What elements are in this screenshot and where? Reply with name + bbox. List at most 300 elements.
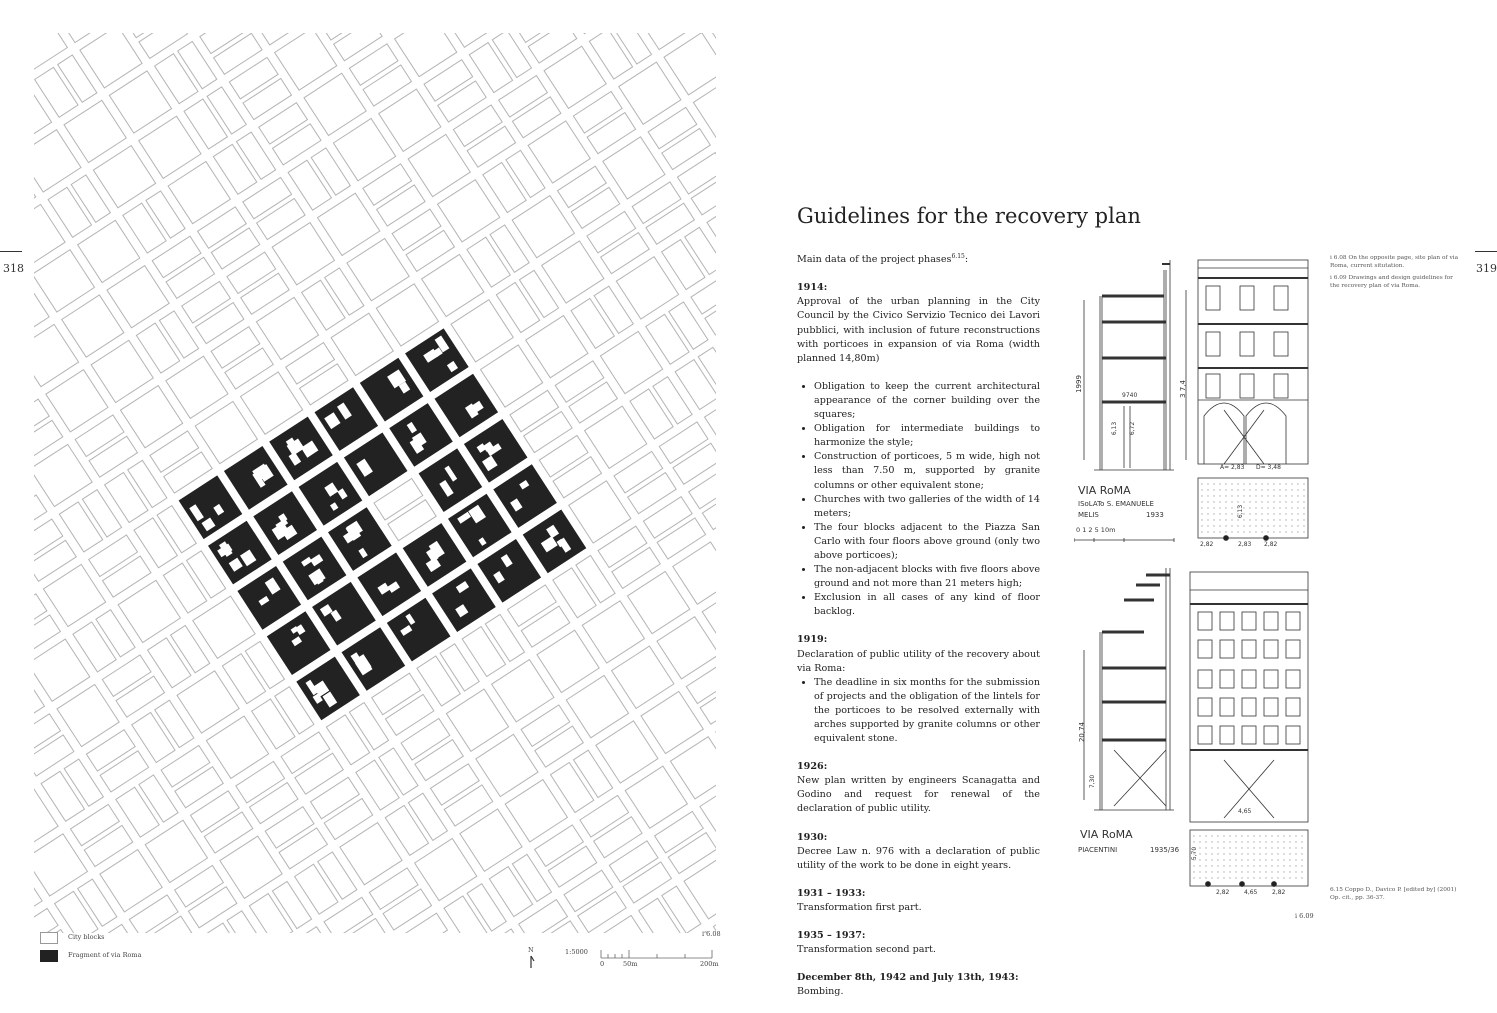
paving-dot xyxy=(1261,483,1262,484)
paving-dot xyxy=(1213,513,1214,514)
paving-dot xyxy=(1255,525,1256,526)
map-block xyxy=(107,266,169,328)
paving-dot xyxy=(1267,489,1268,490)
map-block xyxy=(166,356,228,418)
year-1926: 1926: xyxy=(797,760,1040,774)
paving-dot xyxy=(1223,853,1224,854)
paving-dot xyxy=(1285,525,1286,526)
paving-dot xyxy=(1247,865,1248,866)
paving-dot xyxy=(1283,841,1284,842)
paving-dot xyxy=(1207,501,1208,502)
drawing-top-title: VIA RoMA xyxy=(1078,484,1131,497)
paving-dot xyxy=(1303,525,1304,526)
figure-captions xyxy=(1330,254,1460,294)
paving-dot xyxy=(1261,519,1262,520)
paving-dot xyxy=(1231,483,1232,484)
paving-dot xyxy=(1219,525,1220,526)
paving-dot xyxy=(1303,531,1304,532)
paving-dot xyxy=(1211,871,1212,872)
paving-dot xyxy=(1243,495,1244,496)
map-block xyxy=(139,116,201,178)
paving-dot xyxy=(1225,483,1226,484)
window xyxy=(1242,698,1256,716)
paving-dot xyxy=(1267,507,1268,508)
paving-dot xyxy=(1291,489,1292,490)
paving-dot xyxy=(1295,853,1296,854)
map-block xyxy=(275,33,337,90)
paving-dot xyxy=(1237,519,1238,520)
paving-dot xyxy=(1277,847,1278,848)
map-block xyxy=(433,569,495,631)
paving-dot xyxy=(1303,513,1304,514)
scale-bar xyxy=(600,948,715,960)
window xyxy=(1286,640,1300,658)
footnote-6-15: 6.15 Coppo D., Davico P. [edited by] (2001) Op. cit., pp. 36-37. xyxy=(1330,886,1460,902)
paving-dot xyxy=(1285,531,1286,532)
north-label: N xyxy=(528,946,534,955)
dim-label: D= 3,48 xyxy=(1256,464,1281,471)
paving-dot xyxy=(1241,871,1242,872)
paving-dot xyxy=(1201,531,1202,532)
paving-dot xyxy=(1237,531,1238,532)
map-block xyxy=(657,617,716,679)
paving-dot xyxy=(1217,865,1218,866)
map-block xyxy=(449,494,511,556)
window xyxy=(1264,726,1278,744)
map-block xyxy=(379,89,441,151)
map-block xyxy=(415,839,477,901)
map-block xyxy=(600,331,662,393)
paving-dot xyxy=(1201,489,1202,490)
paving-dot xyxy=(1297,495,1298,496)
list-1919 xyxy=(797,676,1040,746)
list-item: • Exclusion in all cases of any kind of floor backlog. xyxy=(814,591,1040,619)
section-drawing-top xyxy=(1084,260,1186,470)
paving-dot xyxy=(1271,847,1272,848)
paving-dot xyxy=(1253,841,1254,842)
paving-dot xyxy=(1259,859,1260,860)
window xyxy=(1274,332,1288,356)
map-block xyxy=(331,313,393,375)
paving-dot xyxy=(1237,525,1238,526)
paving-dot xyxy=(1207,513,1208,514)
map-block xyxy=(177,671,239,733)
paving-dot xyxy=(1247,835,1248,836)
paving-dot xyxy=(1295,877,1296,878)
paving-dot xyxy=(1285,495,1286,496)
paving-dot xyxy=(1273,519,1274,520)
dim-label: 2,83 xyxy=(1238,541,1251,548)
paving-dot xyxy=(1219,531,1220,532)
year-1930: 1930: xyxy=(797,831,1040,845)
paving-dot xyxy=(1285,507,1286,508)
paving-dot xyxy=(1231,489,1232,490)
paving-dot xyxy=(1193,865,1194,866)
map-block xyxy=(241,372,303,434)
project-phases-text xyxy=(797,250,1040,1013)
paving-dot xyxy=(1279,531,1280,532)
paving-dot xyxy=(1205,865,1206,866)
map-block xyxy=(304,73,366,135)
window xyxy=(1206,374,1220,398)
paving-dot xyxy=(1297,483,1298,484)
map-block xyxy=(628,571,690,633)
paving-dot xyxy=(1267,525,1268,526)
paving-dot xyxy=(1231,531,1232,532)
paving-dot xyxy=(1279,507,1280,508)
paving-dot xyxy=(1259,865,1260,866)
paving-dot xyxy=(1301,835,1302,836)
paving-dot xyxy=(1259,835,1260,836)
paving-dot xyxy=(1273,489,1274,490)
paving-dot xyxy=(1231,513,1232,514)
paving-dot xyxy=(1229,871,1230,872)
map-block xyxy=(569,481,631,543)
paving-dot xyxy=(1273,525,1274,526)
paving-dot xyxy=(1291,513,1292,514)
text-1931-1933: Transformation first part. xyxy=(797,901,1040,915)
paving-dot xyxy=(1261,531,1262,532)
paving-dot xyxy=(1201,483,1202,484)
dim-label: 20,74 xyxy=(1078,722,1086,742)
paving-dot xyxy=(1291,531,1292,532)
map-block xyxy=(422,254,484,316)
window xyxy=(1198,612,1212,630)
year-1931-1933: 1931 – 1933: xyxy=(797,887,1040,901)
paving-dot xyxy=(1207,495,1208,496)
paving-dot xyxy=(1279,501,1280,502)
dim-label: 6,72 xyxy=(1129,422,1136,435)
map-block xyxy=(118,580,180,642)
dim-label: 1999 xyxy=(1075,375,1083,393)
paving-dot xyxy=(1201,525,1202,526)
map-block xyxy=(451,300,513,362)
paving-dot xyxy=(1277,865,1278,866)
drawing-top-line2: ISoLATo S. EMANUELE xyxy=(1078,500,1154,508)
window xyxy=(1242,726,1256,744)
drawing-bottom-title: VIA RoMA xyxy=(1080,828,1133,841)
paving-dot xyxy=(1283,871,1284,872)
map-block xyxy=(206,716,268,778)
window xyxy=(1242,640,1256,658)
map-block xyxy=(342,628,404,690)
map-block xyxy=(34,639,90,701)
text-1919: Declaration of public utility of the recovery about via Roma: xyxy=(797,648,1040,676)
paving-dot xyxy=(1229,859,1230,860)
paving-dot xyxy=(1285,483,1286,484)
figure-number-left: i 6.08 xyxy=(702,930,721,939)
paving-dot xyxy=(1243,501,1244,502)
paving-dot xyxy=(1301,871,1302,872)
map-block xyxy=(478,540,540,602)
paving-dot xyxy=(1273,501,1274,502)
paving-dot xyxy=(1199,877,1200,878)
paving-dot xyxy=(1303,507,1304,508)
paving-dot xyxy=(1295,871,1296,872)
paving-dot xyxy=(1295,859,1296,860)
paving-dot xyxy=(1229,853,1230,854)
paving-dot xyxy=(1301,853,1302,854)
paving-dot xyxy=(1241,865,1242,866)
paving-dot xyxy=(1273,531,1274,532)
map-block xyxy=(109,71,171,133)
paving-dot xyxy=(1247,859,1248,860)
paving-dot xyxy=(1303,483,1304,484)
paving-dot xyxy=(1219,483,1220,484)
paving-dot xyxy=(1249,525,1250,526)
paving-dot xyxy=(1199,847,1200,848)
caption-i608: i 6.08 On the opposite page, site plan of via Roma, current situtation. xyxy=(1330,254,1460,270)
paving-dot xyxy=(1229,865,1230,866)
paving-dot xyxy=(1267,519,1268,520)
paving-dot xyxy=(1247,877,1248,878)
paving-dot xyxy=(1199,835,1200,836)
dim-label: 7,30 xyxy=(1089,775,1096,788)
paving-dot xyxy=(1225,489,1226,490)
paving-dot xyxy=(1235,877,1236,878)
paving-dot xyxy=(1235,859,1236,860)
text-1914: Approval of the urban planning in the City Council by the Civico Servizio Tecnico dei Lavori pubblici, with inclusion of future reconstructions with porticoes in expansion of via Roma (width planned 14,80m) xyxy=(797,295,1040,365)
paving-dot xyxy=(1253,859,1254,860)
window xyxy=(1240,286,1254,310)
paving-dot xyxy=(1249,495,1250,496)
paving-dot xyxy=(1211,859,1212,860)
year-1935-1937: 1935 – 1937: xyxy=(797,929,1040,943)
paving-dot xyxy=(1229,841,1230,842)
paving-dot xyxy=(1267,495,1268,496)
paving-dot xyxy=(1193,835,1194,836)
paving-dot xyxy=(1279,519,1280,520)
paving-dot xyxy=(1225,513,1226,514)
map-block xyxy=(512,196,574,258)
map-block xyxy=(313,583,375,645)
paving-dot xyxy=(1217,853,1218,854)
paving-dot xyxy=(1261,525,1262,526)
map-block xyxy=(460,809,522,871)
paving-dot xyxy=(1213,483,1214,484)
map-block xyxy=(435,374,497,436)
paving-dot xyxy=(1261,513,1262,514)
paving-dot xyxy=(1243,489,1244,490)
map-block xyxy=(619,62,681,124)
paving-dot xyxy=(1271,835,1272,836)
dim-label: 9740 xyxy=(1122,392,1137,399)
paving-dot xyxy=(1247,853,1248,854)
paving-dot xyxy=(1199,865,1200,866)
map-block xyxy=(209,521,271,583)
window xyxy=(1220,670,1234,688)
map-block xyxy=(272,223,334,285)
paving-dot xyxy=(1301,847,1302,848)
map-block xyxy=(297,657,359,719)
paving-dot xyxy=(1297,501,1298,502)
paving-dot xyxy=(1289,859,1290,860)
map-block xyxy=(34,909,58,934)
paving-dot xyxy=(1241,853,1242,854)
dim-label: 4,65 xyxy=(1244,889,1257,896)
paving-dot xyxy=(1241,859,1242,860)
paving-dot xyxy=(1241,835,1242,836)
paving-dot xyxy=(1295,847,1296,848)
paving-dot xyxy=(1231,507,1232,508)
paving-dot xyxy=(1205,835,1206,836)
paving-dot xyxy=(1279,525,1280,526)
paving-dot xyxy=(1219,507,1220,508)
paving-dot xyxy=(1205,847,1206,848)
paving-dot xyxy=(1279,495,1280,496)
paving-dot xyxy=(1255,489,1256,490)
map-block xyxy=(57,684,119,746)
paving-dot xyxy=(1217,835,1218,836)
page-title: Guidelines for the recovery plan xyxy=(797,204,1141,228)
paving-dot xyxy=(1283,847,1284,848)
paving-dot xyxy=(1211,853,1212,854)
paving-dot xyxy=(1259,871,1260,872)
window xyxy=(1242,612,1256,630)
map-block xyxy=(419,449,481,511)
scale-tick-0: 0 xyxy=(600,960,604,969)
map-block xyxy=(315,388,377,450)
paving-dot xyxy=(1201,513,1202,514)
map-block xyxy=(347,239,409,301)
map-block xyxy=(492,660,554,722)
map-block xyxy=(494,465,556,527)
paving-dot xyxy=(1193,841,1194,842)
paving-dot xyxy=(1207,531,1208,532)
elevation-drawing-bottom xyxy=(1190,572,1308,887)
paving-dot xyxy=(1213,495,1214,496)
paving-dot xyxy=(1303,489,1304,490)
paving-dot xyxy=(1207,483,1208,484)
paving-dot xyxy=(1219,513,1220,514)
dim-label: 2,82 xyxy=(1272,889,1285,896)
map-block xyxy=(582,601,644,663)
paving-dot xyxy=(1301,859,1302,860)
paving-dot xyxy=(1205,853,1206,854)
intro-paragraph: Main data of the project phases$^{6.15}$: xyxy=(797,250,1040,267)
paving-dot xyxy=(1225,507,1226,508)
window xyxy=(1206,332,1220,356)
map-block xyxy=(179,476,241,538)
paving-dot xyxy=(1219,519,1220,520)
paving-dot xyxy=(1289,835,1290,836)
map-block xyxy=(62,295,124,357)
paving-dot xyxy=(1291,507,1292,508)
paving-dot xyxy=(1249,519,1250,520)
paving-dot xyxy=(1253,853,1254,854)
paving-dot xyxy=(1205,871,1206,872)
paving-dot xyxy=(1285,489,1286,490)
paving-dot xyxy=(1219,489,1220,490)
window xyxy=(1240,374,1254,398)
paving-dot xyxy=(1223,865,1224,866)
map-block xyxy=(537,630,599,692)
map-block xyxy=(283,537,345,599)
paving-dot xyxy=(1271,871,1272,872)
map-block xyxy=(329,508,391,570)
text-1926: New plan written by engineers Scanagatta and Godino and request for renewal of the declaration of public utility. xyxy=(797,774,1040,816)
paving-dot xyxy=(1255,519,1256,520)
paving-dot xyxy=(1255,507,1256,508)
paving-dot xyxy=(1225,525,1226,526)
paving-dot xyxy=(1223,877,1224,878)
year-1942-1943: December 8th, 1942 and July 13th, 1943: xyxy=(797,971,1040,985)
paving-dot xyxy=(1237,495,1238,496)
dim-label: 5,70 xyxy=(1191,847,1198,860)
paving-dot xyxy=(1277,835,1278,836)
paving-dot xyxy=(1267,531,1268,532)
window xyxy=(1198,726,1212,744)
paving-dot xyxy=(1235,835,1236,836)
page-number-right: 319 xyxy=(1476,262,1497,275)
paving-dot xyxy=(1267,483,1268,484)
paving-dot xyxy=(1267,501,1268,502)
paving-dot xyxy=(1273,483,1274,484)
paving-dot xyxy=(1217,871,1218,872)
paving-dot xyxy=(1235,853,1236,854)
paving-dot xyxy=(1199,859,1200,860)
paving-dot xyxy=(1193,871,1194,872)
paving-dot xyxy=(1243,519,1244,520)
paving-dot xyxy=(1241,841,1242,842)
paving-dot xyxy=(1289,877,1290,878)
paving-dot xyxy=(1265,865,1266,866)
paving-dot xyxy=(1253,877,1254,878)
paving-dot xyxy=(1235,841,1236,842)
paving-dot xyxy=(1213,531,1214,532)
paving-dot xyxy=(1265,859,1266,860)
dim-label: 4,65 xyxy=(1238,808,1251,815)
paving-dot xyxy=(1283,853,1284,854)
paving-dot xyxy=(1297,489,1298,490)
paving-dot xyxy=(1277,877,1278,878)
paving-dot xyxy=(1243,531,1244,532)
paving-dot xyxy=(1259,877,1260,878)
list-item: • Construction of porticoes, 5 m wide, high not less than 7.50 m, supported by granite columns or other equivalent stone; xyxy=(814,450,1040,492)
map-block xyxy=(544,46,606,108)
map-block xyxy=(345,433,407,495)
paving-dot xyxy=(1255,501,1256,502)
paving-dot xyxy=(1289,853,1290,854)
map-block xyxy=(616,257,678,319)
year-1919: 1919: xyxy=(797,633,1040,647)
map-block xyxy=(709,33,716,45)
list-item: • Obligation for intermediate buildings to harmonize the style; xyxy=(814,422,1040,450)
paving-dot xyxy=(1253,847,1254,848)
paving-dot xyxy=(1211,847,1212,848)
paving-dot xyxy=(1285,501,1286,502)
map-block xyxy=(93,146,155,208)
paving-dot xyxy=(1235,847,1236,848)
elevation-drawing-top xyxy=(1198,260,1308,541)
paving-dot xyxy=(1247,841,1248,842)
paving-dot xyxy=(1219,495,1220,496)
paving-dot xyxy=(1295,865,1296,866)
paving-dot xyxy=(1267,513,1268,514)
paving-dot xyxy=(1277,841,1278,842)
paving-dot xyxy=(1283,835,1284,836)
window xyxy=(1264,612,1278,630)
map-block xyxy=(408,134,470,196)
map-block xyxy=(168,162,230,224)
window xyxy=(1264,640,1278,658)
map-block xyxy=(566,676,628,738)
paving-dot xyxy=(1255,483,1256,484)
paving-dot xyxy=(1265,877,1266,878)
map-block xyxy=(542,241,604,303)
paving-dot xyxy=(1291,483,1292,484)
drawing-bottom-year: 1935/36 xyxy=(1150,846,1179,854)
